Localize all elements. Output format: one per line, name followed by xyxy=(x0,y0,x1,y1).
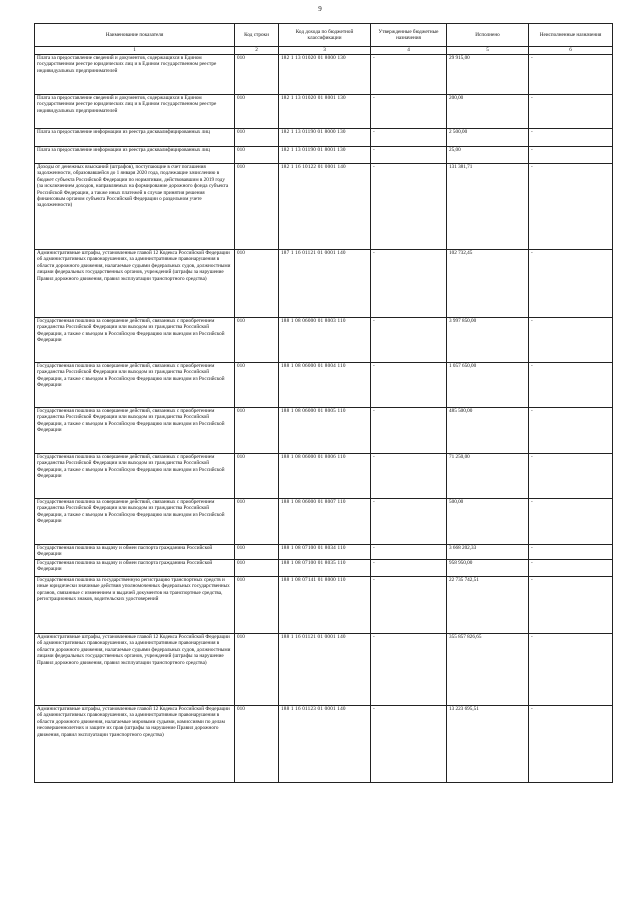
approved-value: - xyxy=(371,164,447,250)
table-row xyxy=(35,164,613,250)
table-row xyxy=(35,250,613,318)
income-code: 188 1 08 06000 01 8004 110 xyxy=(279,363,371,408)
executed-value: 102 732,45 xyxy=(447,250,529,318)
income-code: 182 1 13 01190 01 8000 130 xyxy=(279,129,371,147)
indicator-name: Доходы от денежных взысканий (штрафов), поступающие в счет погашения задолженности, образовавшейся до 1 января 2020 года, подлежащие зачислению в бюджет субъекта Российской Федерации по нормативам, действовавшим в 2019 году (за исключением доходов, направляемых на формирование дорожного фонда субъекта Российской Федерации, а также иных платежей в случае принятия решения финансовым органом субъекта Российской Федерации о раздельном учете задолженности) xyxy=(35,164,235,250)
remaining-value: - xyxy=(529,408,613,454)
approved-value: - xyxy=(371,545,447,560)
income-code: 182 1 13 01190 01 8001 130 xyxy=(279,147,371,164)
remaining-value: - xyxy=(529,634,613,706)
remaining-value: - xyxy=(529,560,613,577)
remaining-value: - xyxy=(529,147,613,164)
line-code: 010 xyxy=(235,250,279,318)
table-row xyxy=(35,318,613,363)
indicator-name: Плата за предоставление информации из реестра дисквалифицированных лиц xyxy=(35,147,235,164)
income-code: 188 1 16 01121 01 0001 140 xyxy=(279,634,371,706)
line-code: 010 xyxy=(235,499,279,545)
executed-value: 29 915,00 xyxy=(447,55,529,95)
line-code: 010 xyxy=(235,95,279,129)
column-number: 5 xyxy=(447,47,529,55)
approved-value: - xyxy=(371,706,447,783)
indicator-name: Административные штрафы, установленные главой 12 Кодекса Российской Федерации об административных правонарушениях, за административные правонарушения в области дорожного движения, налагаемые судьями федеральных судов, должностными лицами федеральных государственных органов, учреждений (штрафы за нарушение Правил дорожного движения, правил эксплуатации транспортного средства) xyxy=(35,250,235,318)
line-code: 010 xyxy=(235,318,279,363)
income-code: 188 1 08 07100 01 8034 110 xyxy=(279,545,371,560)
column-number-row xyxy=(35,47,613,55)
header-row xyxy=(35,24,613,47)
remaining-value: - xyxy=(529,250,613,318)
line-code: 010 xyxy=(235,129,279,147)
indicator-name: Плата за предоставление сведений и документов, содержащихся в Едином государственном реестре юридических лиц и в Едином государственном реестре индивидуальных предпринимателей xyxy=(35,55,235,95)
executed-value: 958 950,00 xyxy=(447,560,529,577)
page-number: 9 xyxy=(318,5,322,13)
income-code: 188 1 16 01123 01 0001 140 xyxy=(279,706,371,783)
income-code: 182 1 16 10122 01 0001 140 xyxy=(279,164,371,250)
remaining-value: - xyxy=(529,363,613,408)
indicator-name: Государственная пошлина за совершение действий, связанных с приобретением гражданства Российской Федерации или выходом из гражданства Российской Федерации, а также с въездом в Российскую Федерацию или выездом из Российской Федерации xyxy=(35,363,235,408)
remaining-value: - xyxy=(529,95,613,129)
income-code: 187 1 16 01121 01 0001 140 xyxy=(279,250,371,318)
income-code: 188 1 08 07141 01 8000 110 xyxy=(279,577,371,634)
income-code: 188 1 08 06000 01 8006 110 xyxy=(279,454,371,499)
line-code: 010 xyxy=(235,634,279,706)
executed-value: 131 381,71 xyxy=(447,164,529,250)
table-row xyxy=(35,560,613,577)
approved-value: - xyxy=(371,318,447,363)
approved-value: - xyxy=(371,55,447,95)
income-code: 182 1 13 01020 01 8000 130 xyxy=(279,55,371,95)
executed-value: 25,00 xyxy=(447,147,529,164)
table-row xyxy=(35,577,613,634)
column-number: 3 xyxy=(279,47,371,55)
indicator-name: Административные штрафы, установленные главой 12 Кодекса Российской Федерации об административных правонарушениях, за административные правонарушения в области дорожного движения, налагаемые мировыми судьями, комиссиями по делам несовершеннолетних и защите их прав (штрафы за нарушение Правил дорожного движения, правил эксплуатации транспортного средства) xyxy=(35,706,235,783)
indicator-name: Административные штрафы, установленные главой 12 Кодекса Российской Федерации об административных правонарушениях, за административные правонарушения в области дорожного движения, налагаемые судьями федеральных судов, должностными лицами федеральных государственных органов, учреждений (штрафы за нарушение Правил дорожного движения, правил эксплуатации транспортного средства) xyxy=(35,634,235,706)
remaining-value: - xyxy=(529,164,613,250)
column-number: 4 xyxy=(371,47,447,55)
column-number: 2 xyxy=(235,47,279,55)
approved-value: - xyxy=(371,577,447,634)
line-code: 010 xyxy=(235,147,279,164)
remaining-value: - xyxy=(529,706,613,783)
indicator-name: Государственная пошлина за совершение действий, связанных с приобретением гражданства Российской Федерации или выходом из гражданства Российской Федерации, а также с въездом в Российскую Федерацию или выездом из Российской Федерации xyxy=(35,408,235,454)
income-code: 188 1 08 06000 01 8007 110 xyxy=(279,499,371,545)
remaining-value: - xyxy=(529,129,613,147)
approved-value: - xyxy=(371,95,447,129)
line-code: 010 xyxy=(235,55,279,95)
executed-value: 1 057 650,00 xyxy=(447,363,529,408)
header-income-code: Код дохода по бюджетной классификации xyxy=(279,24,371,47)
approved-value: - xyxy=(371,147,447,164)
indicator-name: Государственная пошлина за выдачу и обмен паспорта гражданина Российской Федерации xyxy=(35,545,235,560)
approved-value: - xyxy=(371,634,447,706)
remaining-value: - xyxy=(529,577,613,634)
column-number: 6 xyxy=(529,47,613,55)
table-row xyxy=(35,363,613,408)
approved-value: - xyxy=(371,129,447,147)
table-row xyxy=(35,95,613,129)
indicator-name: Государственная пошлина за совершение действий, связанных с приобретением гражданства Российской Федерации или выходом из гражданства Российской Федерации, а также с въездом в Российскую Федерацию или выездом из Российской Федерации xyxy=(35,499,235,545)
line-code: 010 xyxy=(235,363,279,408)
header-executed: Исполнено xyxy=(447,24,529,47)
table-row xyxy=(35,408,613,454)
indicator-name: Государственная пошлина за выдачу и обмен паспорта гражданина Российской Федерации xyxy=(35,560,235,577)
table-body xyxy=(35,55,613,783)
indicator-name: Государственная пошлина за государственную регистрацию транспортных средств и иные юридически значимые действия уполномоченных федеральных государственных органов, связанные с изменением и выдачей документов на транспортные средства, регистрационных знаков, водительских удостоверений xyxy=(35,577,235,634)
table-row xyxy=(35,147,613,164)
executed-value: 71 250,00 xyxy=(447,454,529,499)
indicator-name: Государственная пошлина за совершение действий, связанных с приобретением гражданства Российской Федерации или выходом из гражданства Российской Федерации, а также с въездом в Российскую Федерацию или выездом из Российской Федерации xyxy=(35,454,235,499)
line-code: 010 xyxy=(235,164,279,250)
line-code: 010 xyxy=(235,408,279,454)
header-name: Наименование показателя xyxy=(35,24,235,47)
indicator-name: Плата за предоставление сведений и документов, содержащихся в Едином государственном реестре юридических лиц и в Едином государственном реестре индивидуальных предпринимателей xyxy=(35,95,235,129)
indicator-name: Плата за предоставление информации из реестра дисквалифицированных лиц xyxy=(35,129,235,147)
remaining-value: - xyxy=(529,545,613,560)
indicator-name: Государственная пошлина за совершение действий, связанных с приобретением гражданства Российской Федерации или выходом из гражданства Российской Федерации, а также с въездом в Российскую Федерацию или выездом из Российской Федерации xyxy=(35,318,235,363)
executed-value: 13 223 695,51 xyxy=(447,706,529,783)
executed-value: 3 668 202,33 xyxy=(447,545,529,560)
executed-value: 355 857 826,65 xyxy=(447,634,529,706)
income-code: 182 1 13 01020 01 8001 130 xyxy=(279,95,371,129)
table-row xyxy=(35,545,613,560)
executed-value: 500,00 xyxy=(447,499,529,545)
line-code: 010 xyxy=(235,545,279,560)
header-approved: Утвержденные бюджетные назначения xyxy=(371,24,447,47)
line-code: 010 xyxy=(235,560,279,577)
table-row xyxy=(35,634,613,706)
table-row xyxy=(35,454,613,499)
approved-value: - xyxy=(371,408,447,454)
line-code: 010 xyxy=(235,454,279,499)
table-row xyxy=(35,55,613,95)
column-number: 1 xyxy=(35,47,235,55)
approved-value: - xyxy=(371,560,447,577)
header-remaining: Неисполненные назначения xyxy=(529,24,613,47)
remaining-value: - xyxy=(529,454,613,499)
table-row xyxy=(35,129,613,147)
remaining-value: - xyxy=(529,318,613,363)
approved-value: - xyxy=(371,454,447,499)
income-code: 188 1 08 06000 01 8003 110 xyxy=(279,318,371,363)
header-line-code: Код строки xyxy=(235,24,279,47)
line-code: 010 xyxy=(235,577,279,634)
approved-value: - xyxy=(371,363,447,408)
executed-value: 2 500,00 xyxy=(447,129,529,147)
executed-value: 485 500,00 xyxy=(447,408,529,454)
remaining-value: - xyxy=(529,55,613,95)
executed-value: 3 997 850,00 xyxy=(447,318,529,363)
approved-value: - xyxy=(371,499,447,545)
table-row xyxy=(35,706,613,783)
approved-value: - xyxy=(371,250,447,318)
income-code: 188 1 08 06000 01 8005 110 xyxy=(279,408,371,454)
income-code: 188 1 08 07100 01 8035 110 xyxy=(279,560,371,577)
executed-value: 22 735 742,51 xyxy=(447,577,529,634)
executed-value: 200,00 xyxy=(447,95,529,129)
remaining-value: - xyxy=(529,499,613,545)
report-table xyxy=(34,23,613,783)
line-code: 010 xyxy=(235,706,279,783)
table-row xyxy=(35,499,613,545)
